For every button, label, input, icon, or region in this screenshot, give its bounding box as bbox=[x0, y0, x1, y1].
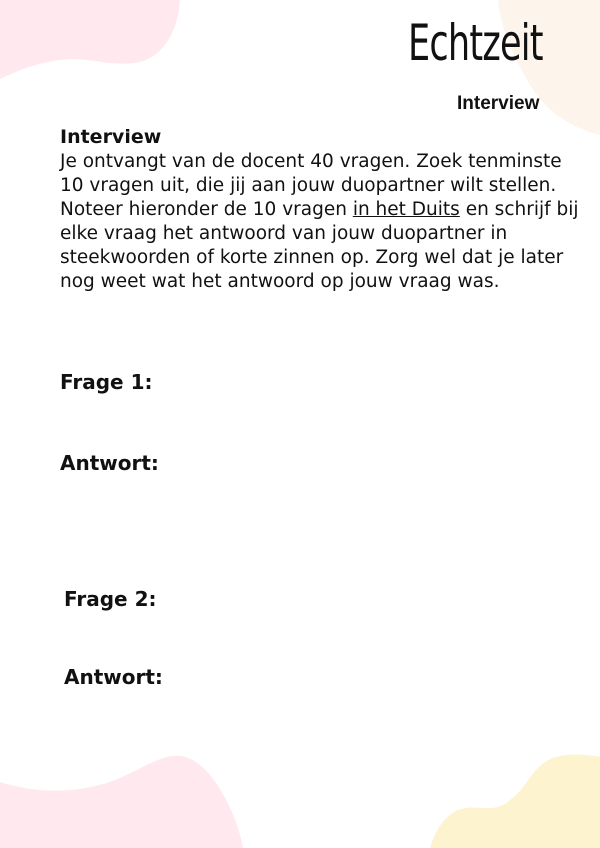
echtzeit-logo: Echtzeit bbox=[408, 14, 543, 72]
antwort-1-label: Antwort: bbox=[60, 451, 159, 475]
antwort-2-label: Antwort: bbox=[64, 665, 163, 689]
underlined-text: in het Duits bbox=[352, 199, 460, 220]
frage-1-label: Frage 1: bbox=[60, 370, 153, 394]
pink-blob-bottom bbox=[0, 756, 243, 848]
instructions-text bbox=[60, 150, 580, 294]
pink-blob-top bbox=[0, 0, 180, 79]
text-part: Je ontvangt van de docent 40 vragen. Zoek tenminste 10 vragen uit, die jij aan jouw duopartner wilt stellen. Noteer hieronder de 10 vragen bbox=[60, 151, 562, 220]
yellow-blob-bottom bbox=[430, 755, 600, 848]
text-part: en schrijf bij elke vraag het antwoord van jouw duopartner in steekwoorden of korte zinnen op. Zorg wel dat je later nog weet wat het antwoord op jouw vraag was. bbox=[60, 199, 579, 292]
subtitle: Interview bbox=[457, 93, 540, 114]
frage-2-label: Frage 2: bbox=[64, 587, 157, 611]
instructions-heading: Interview bbox=[60, 126, 162, 148]
